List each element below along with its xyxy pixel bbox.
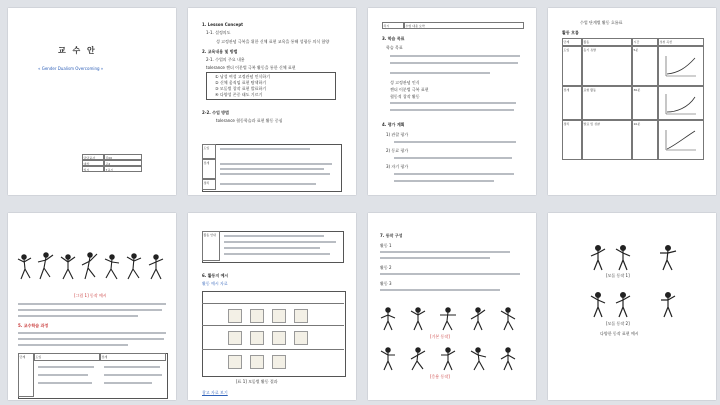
- activity-photo: [294, 309, 308, 323]
- activity-photo: [272, 331, 286, 345]
- row-activity: 표현 활동: [582, 86, 632, 120]
- table-caption: [표 1] 모둠별 활동 결과: [236, 379, 278, 384]
- section-heading-3: 3. 학습 목표: [382, 36, 405, 41]
- activity-step: 활동 3: [380, 281, 392, 286]
- subheading-6: 활동 예시 자료: [202, 281, 228, 286]
- row-label-close: 정리: [202, 179, 216, 190]
- activity-photo: [272, 309, 286, 323]
- activity-step: 활동 2: [380, 265, 392, 270]
- box-line: ③ 모둠별 창작 표현 발표하기: [215, 86, 267, 91]
- sign-label-1: 담당교사: [82, 154, 104, 160]
- row-stage: 정리: [562, 120, 582, 160]
- section-heading-7: 7. 동작 구성: [380, 233, 403, 238]
- section-heading-3: 2-2. 수업 방법: [202, 110, 229, 115]
- document-page-8[interactable]: [548, 213, 716, 400]
- intro-label: 도입: [34, 353, 100, 361]
- cover-title: 교 수 안: [58, 46, 97, 55]
- col-header: 시간: [632, 38, 658, 46]
- activity-photo: [250, 309, 264, 323]
- section-heading-6: 6. 활동지 예시: [202, 273, 229, 278]
- group-figures: [588, 243, 688, 333]
- figure-note: 다양한 동작 표현 예시: [600, 331, 639, 336]
- sign-label-3: 일시: [82, 166, 104, 172]
- row-time: 10분: [632, 120, 658, 160]
- document-page-4[interactable]: [548, 8, 716, 195]
- document-page-7[interactable]: [368, 213, 536, 400]
- table-caption: 수업 단계별 활동 흐름표: [580, 20, 623, 25]
- box-line: ④ 다양성 존중 태도 기르기: [215, 92, 263, 97]
- paragraph-3: tolerance 협동학습과 표현 활동 중심: [216, 118, 283, 123]
- row-label-develop: 전개: [202, 159, 216, 179]
- subheading-2: 2-1. 수업의 주요 내용: [206, 57, 245, 62]
- eval-item: 2) 동료 평가: [386, 148, 409, 153]
- section-heading-4: 4. 평가 계획: [382, 122, 405, 127]
- document-page-3[interactable]: [368, 8, 536, 195]
- section-heading-1: 1. Lesson Concept: [202, 22, 244, 27]
- goal-item: 젠더 이분법 극복 표현: [390, 87, 429, 92]
- row-stage: 전개: [562, 86, 582, 120]
- curve-graph-2: [664, 92, 698, 116]
- col-header: 활동: [582, 38, 632, 46]
- subheading-1: 1-1. 설정의도: [206, 30, 231, 35]
- eval-item: 1) 관찰 평가: [386, 132, 409, 137]
- activity-photo: [228, 331, 242, 345]
- activity-photo: [228, 309, 242, 323]
- row-activity: 동기 유발: [582, 46, 632, 86]
- sign-value-3: 7교시: [104, 166, 142, 172]
- figure-caption: [그림 1] 동작 예시: [74, 293, 107, 298]
- row-label-intro: 도입: [202, 144, 216, 159]
- activity-photo: [250, 331, 264, 345]
- sign-value-1: 김00: [104, 154, 142, 160]
- section-label: 활동 흐름: [562, 30, 579, 35]
- activity-photo: [250, 355, 264, 369]
- goal-item: 협동적 창작 활동: [390, 94, 420, 99]
- activity-photo: [228, 355, 242, 369]
- activity-photo: [294, 331, 308, 345]
- paragraph-2: tolerance 젠더 이분법 극복 활동을 통한 신체 표현: [206, 65, 296, 70]
- figure-caption: [모둠 동작 1]: [606, 273, 630, 278]
- col-header: 단계: [562, 38, 582, 46]
- col-header: 성취 곡선: [658, 38, 704, 46]
- figure-caption: [모둠 동작 2]: [606, 321, 630, 326]
- paragraph-1: 성 고정관념 극복을 위한 신체 표현 교육을 통해 성평등 의식 함양: [216, 39, 330, 44]
- goal-item: 성 고정관념 인식: [390, 80, 420, 85]
- section-heading-5: 5. 교수학습 과정: [18, 323, 49, 328]
- document-page-2[interactable]: [188, 8, 356, 195]
- content-box: [206, 72, 336, 100]
- activity-label: 활동 안내: [202, 231, 220, 261]
- curve-graph-1: [664, 54, 698, 78]
- stick-figure-grid: [378, 305, 528, 385]
- row-time: 30분: [632, 86, 658, 120]
- document-page-1[interactable]: [8, 8, 176, 195]
- activity-step: 활동 1: [380, 243, 392, 248]
- row-time: 5분: [632, 46, 658, 86]
- sign-label-2: 대상: [82, 160, 104, 166]
- reference-link[interactable]: 참고 자료 보기: [202, 390, 228, 395]
- develop-label: 전개: [100, 353, 166, 361]
- row-activity: 발표 및 성찰: [582, 120, 632, 160]
- box-line: ② 신체 움직임 표현 탐색하기: [215, 80, 267, 85]
- header-cell-2: 수업 내용 요약: [404, 22, 524, 29]
- document-page-5[interactable]: [8, 213, 176, 400]
- header-cell-1: 차시: [382, 22, 404, 29]
- stick-figure-sequence: [16, 249, 166, 289]
- eval-item: 3) 자기 평가: [386, 164, 409, 169]
- row-stage: 도입: [562, 46, 582, 86]
- figure-caption: [응용 동작]: [430, 374, 450, 379]
- step-label: 단계: [18, 353, 34, 397]
- curve-graph-3: [664, 128, 698, 152]
- section-heading-2: 2. 교육내용 및 방법: [202, 49, 238, 54]
- goal-label: 학습 목표: [386, 45, 403, 50]
- activity-photo: [272, 355, 286, 369]
- box-line: ① 남성 여성 고정관념 인식하기: [215, 74, 271, 79]
- figure-caption: [기본 동작]: [430, 334, 450, 339]
- cover-subtitle: « Gender Dualism Overcoming »: [38, 66, 104, 71]
- sign-value-2: 고2: [104, 160, 142, 166]
- document-page-6[interactable]: [188, 213, 356, 400]
